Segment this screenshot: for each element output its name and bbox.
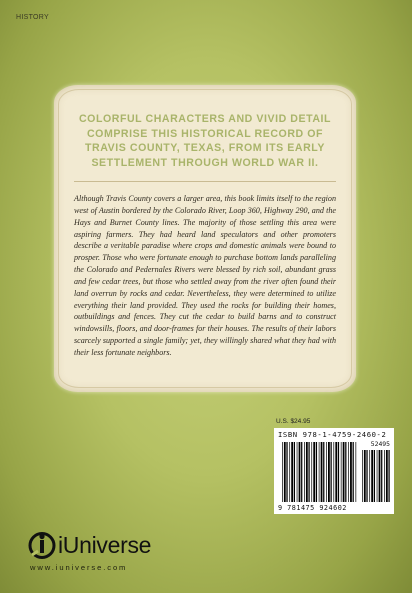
barcode-bar — [350, 442, 352, 502]
barcode-icon — [274, 428, 394, 514]
barcode-bar — [369, 450, 370, 502]
barcode-bar — [364, 450, 366, 502]
barcode-bar — [319, 442, 320, 502]
barcode-bar — [313, 442, 315, 502]
barcode-bar — [333, 442, 334, 502]
barcode-bar — [343, 442, 345, 502]
barcode-bar — [286, 442, 287, 502]
barcode-bar — [294, 442, 295, 502]
barcode-bar — [338, 442, 339, 502]
barcode-bar — [304, 442, 305, 502]
barcode-bar — [282, 442, 283, 502]
barcode-bar — [386, 450, 388, 502]
barcode-bar — [323, 442, 324, 502]
barcode-bar — [331, 442, 332, 502]
barcode-bar — [335, 442, 337, 502]
iuniverse-logo-icon — [28, 530, 56, 560]
barcode-bar — [297, 442, 298, 502]
description-text: Although Travis County covers a larger area, this book limits itself to the region west of Austin bordered by the Colorado River, Loop 360, Highway 290, and the Hays and Burnet County lines. The majority of those settling this area were aspiring farmers. They had heard land speculators and other promoters describe a veritable paradise where crops and domestic animals were bound to prosper. Those who were fortunate enough to purchase bottom lands paralleling the Colorado and Pedernales Rivers were blessed by rich soil, abundant grass and few cedar trees, but those who settled away from the river often found their land overrun by rocks and cedar. Nevertheless, they were determined to utilize everything their land provided. They used the rocks for building their homes, outbuildings and fences. They cut the cedar to build barns and to construct windowsills, floors, and door-frames for their houses. The results of their labors scarcely supported a single family; yet, they willingly shared what they had with their less fortunate neighbors. — [74, 194, 336, 357]
barcode-bar — [299, 442, 301, 502]
ean-number: 9 781475 924602 — [278, 504, 347, 512]
barcode-bar — [326, 442, 327, 502]
addon-code: 52495 — [370, 440, 390, 448]
barcode-bar — [388, 450, 389, 502]
barcode-bar — [308, 442, 309, 502]
category-label: HISTORY — [16, 14, 49, 21]
publisher-logo — [28, 530, 198, 560]
barcode-bar — [316, 442, 317, 502]
barcode-bar — [384, 450, 385, 502]
barcode-bar — [379, 450, 381, 502]
barcode-bar — [366, 450, 367, 502]
publisher-url[interactable]: www.iuniverse.com — [30, 563, 128, 572]
barcode-bar — [377, 450, 378, 502]
barcode-bar — [311, 442, 312, 502]
divider — [74, 181, 336, 182]
barcode-bar — [321, 442, 323, 502]
barcode-bar — [306, 442, 308, 502]
barcode-bar — [291, 442, 293, 502]
barcode-bar — [284, 442, 286, 502]
barcode-bar — [348, 442, 349, 502]
barcode-bar — [356, 442, 357, 502]
barcode-bar — [301, 442, 302, 502]
publisher-name: iUniverse — [58, 532, 152, 558]
description-panel — [54, 85, 356, 392]
barcode-bar — [341, 442, 342, 502]
barcode-bar — [381, 450, 382, 502]
barcode-bar — [371, 450, 373, 502]
barcode-bar — [353, 442, 354, 502]
isbn-text: ISBN 978-1-4759-2460-2 — [278, 430, 387, 439]
barcode-bar — [362, 450, 363, 502]
headline: COLORFUL CHARACTERS AND VIVID DETAIL COMPRISE THIS HISTORICAL RECORD OF TRAVIS COUNTY, TEXAS, FROM ITS EARLY SETTLEMENT THROUGH WORLD WAR II. — [78, 113, 332, 169]
barcode-bar — [345, 442, 346, 502]
price-label: U.S. $24.95 — [276, 418, 311, 425]
barcode-bar — [328, 442, 330, 502]
barcode-bar — [374, 450, 375, 502]
barcode-block — [274, 428, 394, 514]
barcode-bar — [289, 442, 290, 502]
